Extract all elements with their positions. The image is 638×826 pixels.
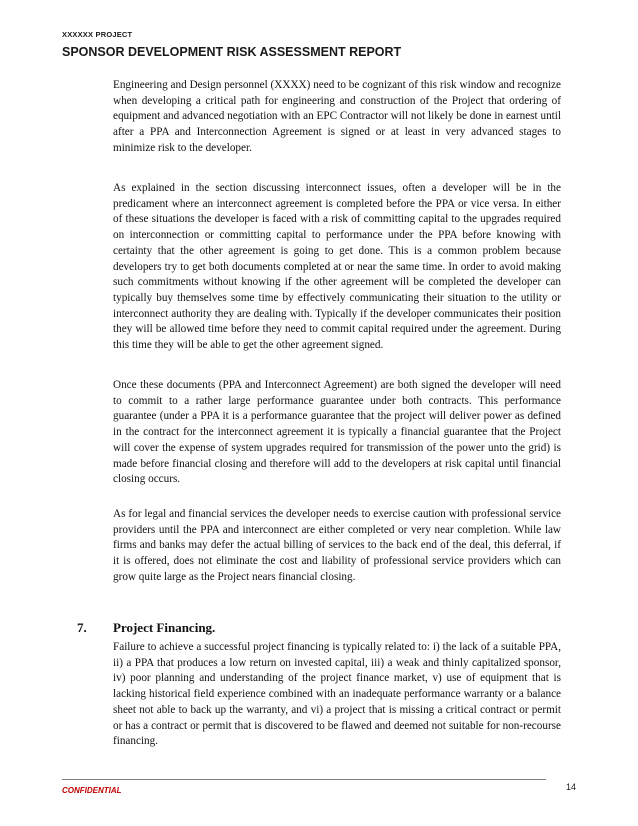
section-paragraph: Failure to achieve a successful project financing is typically related to: i) the lack of a suitable PPA, ii) a PPA that produces a low return on invested capital, iii) a weak and thinly capitalized sponsor, iv) poor planning and understanding of the project finance market, v) use of equipment that is lacking historical field experience combined with an inadequate performance warranty or a balance sheet not able to back up the warranty, and vi) a project that is missing a critical contract or permit or has a contract or permit that is discovered to be flawed and deemed not suitable for non-recourse financing. xyxy=(113,641,561,748)
header-project-name: XXXXXX PROJECT xyxy=(62,30,133,39)
section-number: 7. xyxy=(77,620,87,635)
section-title: Project Financing. xyxy=(113,620,216,635)
body-paragraph: As for legal and financial services the developer needs to exercise caution with professional service providers until the PPA and interconnect are either completed or very near completion. While law firms and banks may defer the actual billing of services to the back end of the deal, this deferral, if it is offered, does not eliminate the cost and liability of professional service providers which can grow quite large as the Project nears financial closing. xyxy=(113,508,561,583)
confidential-label: CONFIDENTIAL xyxy=(62,786,122,795)
page-number: 14 xyxy=(566,782,577,792)
footer-divider xyxy=(62,779,546,780)
body-paragraph: As explained in the section discussing interconnect issues, often a developer will be in the predicament where an interconnect agreement is completed before the PPA or vice versa. In either of these situations the developer is faced with a risk of committing capital to the upgrades required on interconnection or committing capital to performance under the PPA before knowing with certainty that the other agreement is going to get done. This is a common problem because developers try to get both documents completed at or near the same time. In order to avoid making such commitments without knowing if the other agreement will be completed the developer can typically buy themselves some time by effectively communicating their situation to the utility or interconnect authority they are dealing with. Typically if the developer communicates their position they will be allowed time before they need to commit capital required under the agreement. During this time they will be able to get the other agreement signed. xyxy=(113,182,561,352)
body-paragraph: Once these documents (PPA and Interconnect Agreement) are both signed the developer will need to commit to a rather large performance guarantee under both contracts. This performance guarantee (under a PPA it is a performance guarantee that the project will deliver power as defined in the contract for the interconnect agreement it is typically a financial guarantee that the Project will cover the expense of system upgrades required for transmission of the power unto the grid) is made before financial closing and therefore will add to the developers at risk capital until financial closing occurs. xyxy=(113,379,561,486)
report-title: SPONSOR DEVELOPMENT RISK ASSESSMENT REPORT xyxy=(62,45,402,59)
body-paragraph: Engineering and Design personnel (XXXX) need to be cognizant of this risk window and recognize when developing a critical path for engineering and construction of the Project that ordering of equipment and advanced negotiation with an EPC Contractor will not likely be done in earnest until after a PPA and Interconnection Agreement is signed or at least in very advanced stages to minimize risk to the developer. xyxy=(113,79,561,154)
